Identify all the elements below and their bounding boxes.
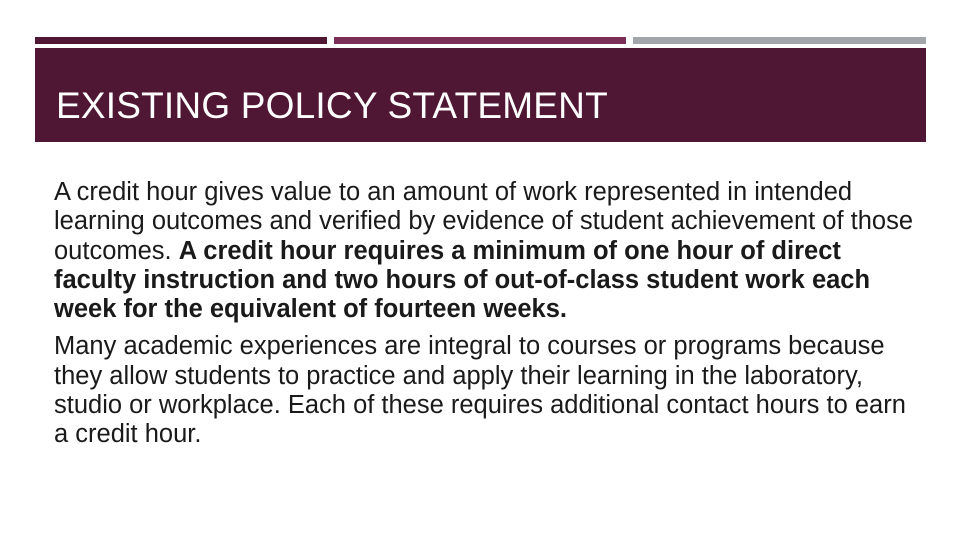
accent-bar-gray (633, 37, 926, 44)
paragraph-1-bold: A credit hour requires a minimum of one hour of direct faculty instruction and two hours of out-of-class student work each week for the equivalent of fourteen weeks. (54, 236, 871, 324)
paragraph-2: Many academic experiences are integral to courses or programs because they allow students to practice and apply their learning in the laboratory, studio or workplace. Each of these requires additional contact hours to earn a credit hour. (54, 332, 906, 449)
paragraph-1-regular: A credit hour gives value to an amount of work represented in intended learning outcomes and verified by evidence of student achievement of those outcomes. (54, 178, 914, 265)
paragraph-1 (54, 178, 924, 324)
slide-title: EXISTING POLICY STATEMENT (56, 85, 608, 126)
body-content (54, 178, 924, 450)
accent-bar-dark (35, 37, 327, 44)
title-band (35, 48, 926, 142)
accent-bar-plum (334, 37, 626, 44)
